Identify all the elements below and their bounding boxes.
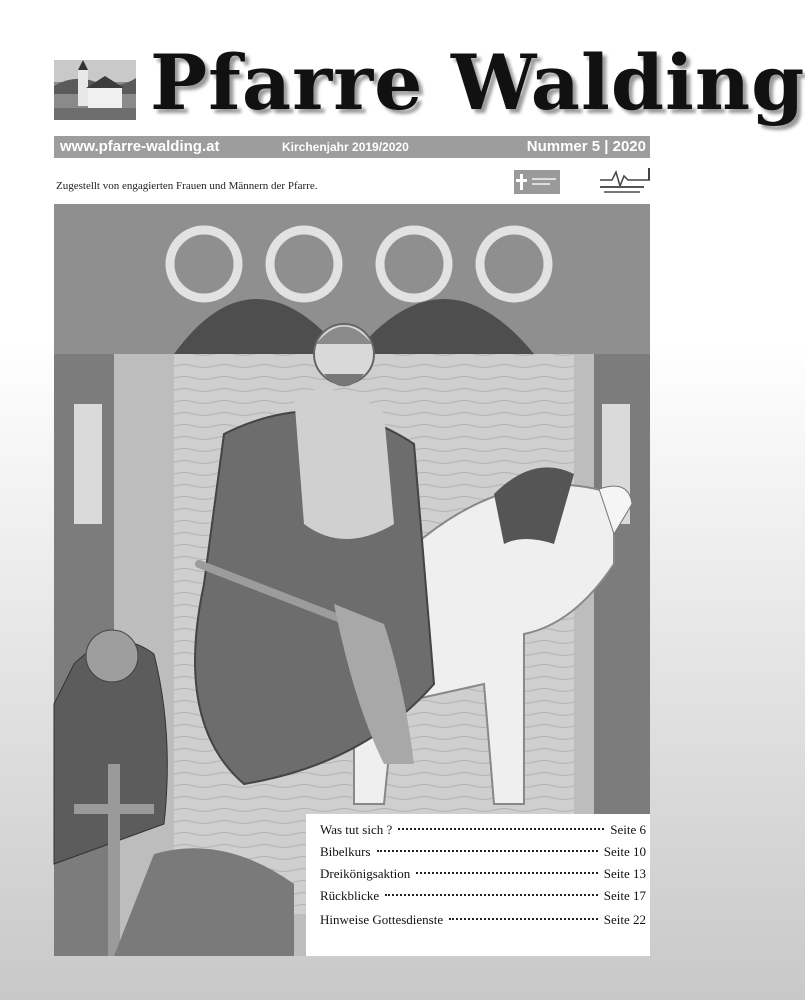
toc-leader [377, 850, 598, 852]
katholische-kirche-logo [598, 166, 652, 200]
toc-label: Dreikönigsaktion [320, 866, 411, 881]
diocese-logo [514, 170, 560, 194]
toc-page: Seite 17 [603, 888, 646, 903]
toc-item[interactable] [320, 866, 646, 886]
toc-item[interactable] [320, 844, 646, 864]
toc-item[interactable] [320, 912, 646, 932]
toc-page: Seite 6 [610, 822, 646, 837]
church-year: Kirchenjahr 2019/2020 [282, 140, 409, 154]
toc-leader [398, 828, 604, 830]
toc-label: Rückblicke [320, 888, 380, 903]
toc-page: Seite 10 [603, 844, 646, 859]
info-bar [54, 136, 650, 158]
masthead-title: Pfarre Walding [150, 38, 805, 127]
toc-leader [449, 918, 598, 920]
toc-page: Seite 22 [603, 912, 646, 927]
church-photo [54, 60, 136, 120]
toc-item[interactable] [320, 888, 646, 908]
toc-label: Hinweise Gottesdienste [320, 912, 444, 927]
toc-label: Was tut sich ? [320, 822, 393, 837]
toc-label: Bibelkurs [320, 844, 371, 859]
table-of-contents [306, 814, 650, 956]
issue-number: Nummer 5 | 2020 [526, 138, 646, 155]
toc-leader [416, 872, 597, 874]
toc-page: Seite 13 [603, 866, 646, 881]
toc-item[interactable] [320, 822, 646, 842]
website-link[interactable]: www.pfarre-walding.at [60, 138, 220, 155]
tagline: Zugestellt von engagierten Frauen und Männern der Pfarre. [56, 180, 318, 192]
toc-leader [385, 894, 598, 896]
